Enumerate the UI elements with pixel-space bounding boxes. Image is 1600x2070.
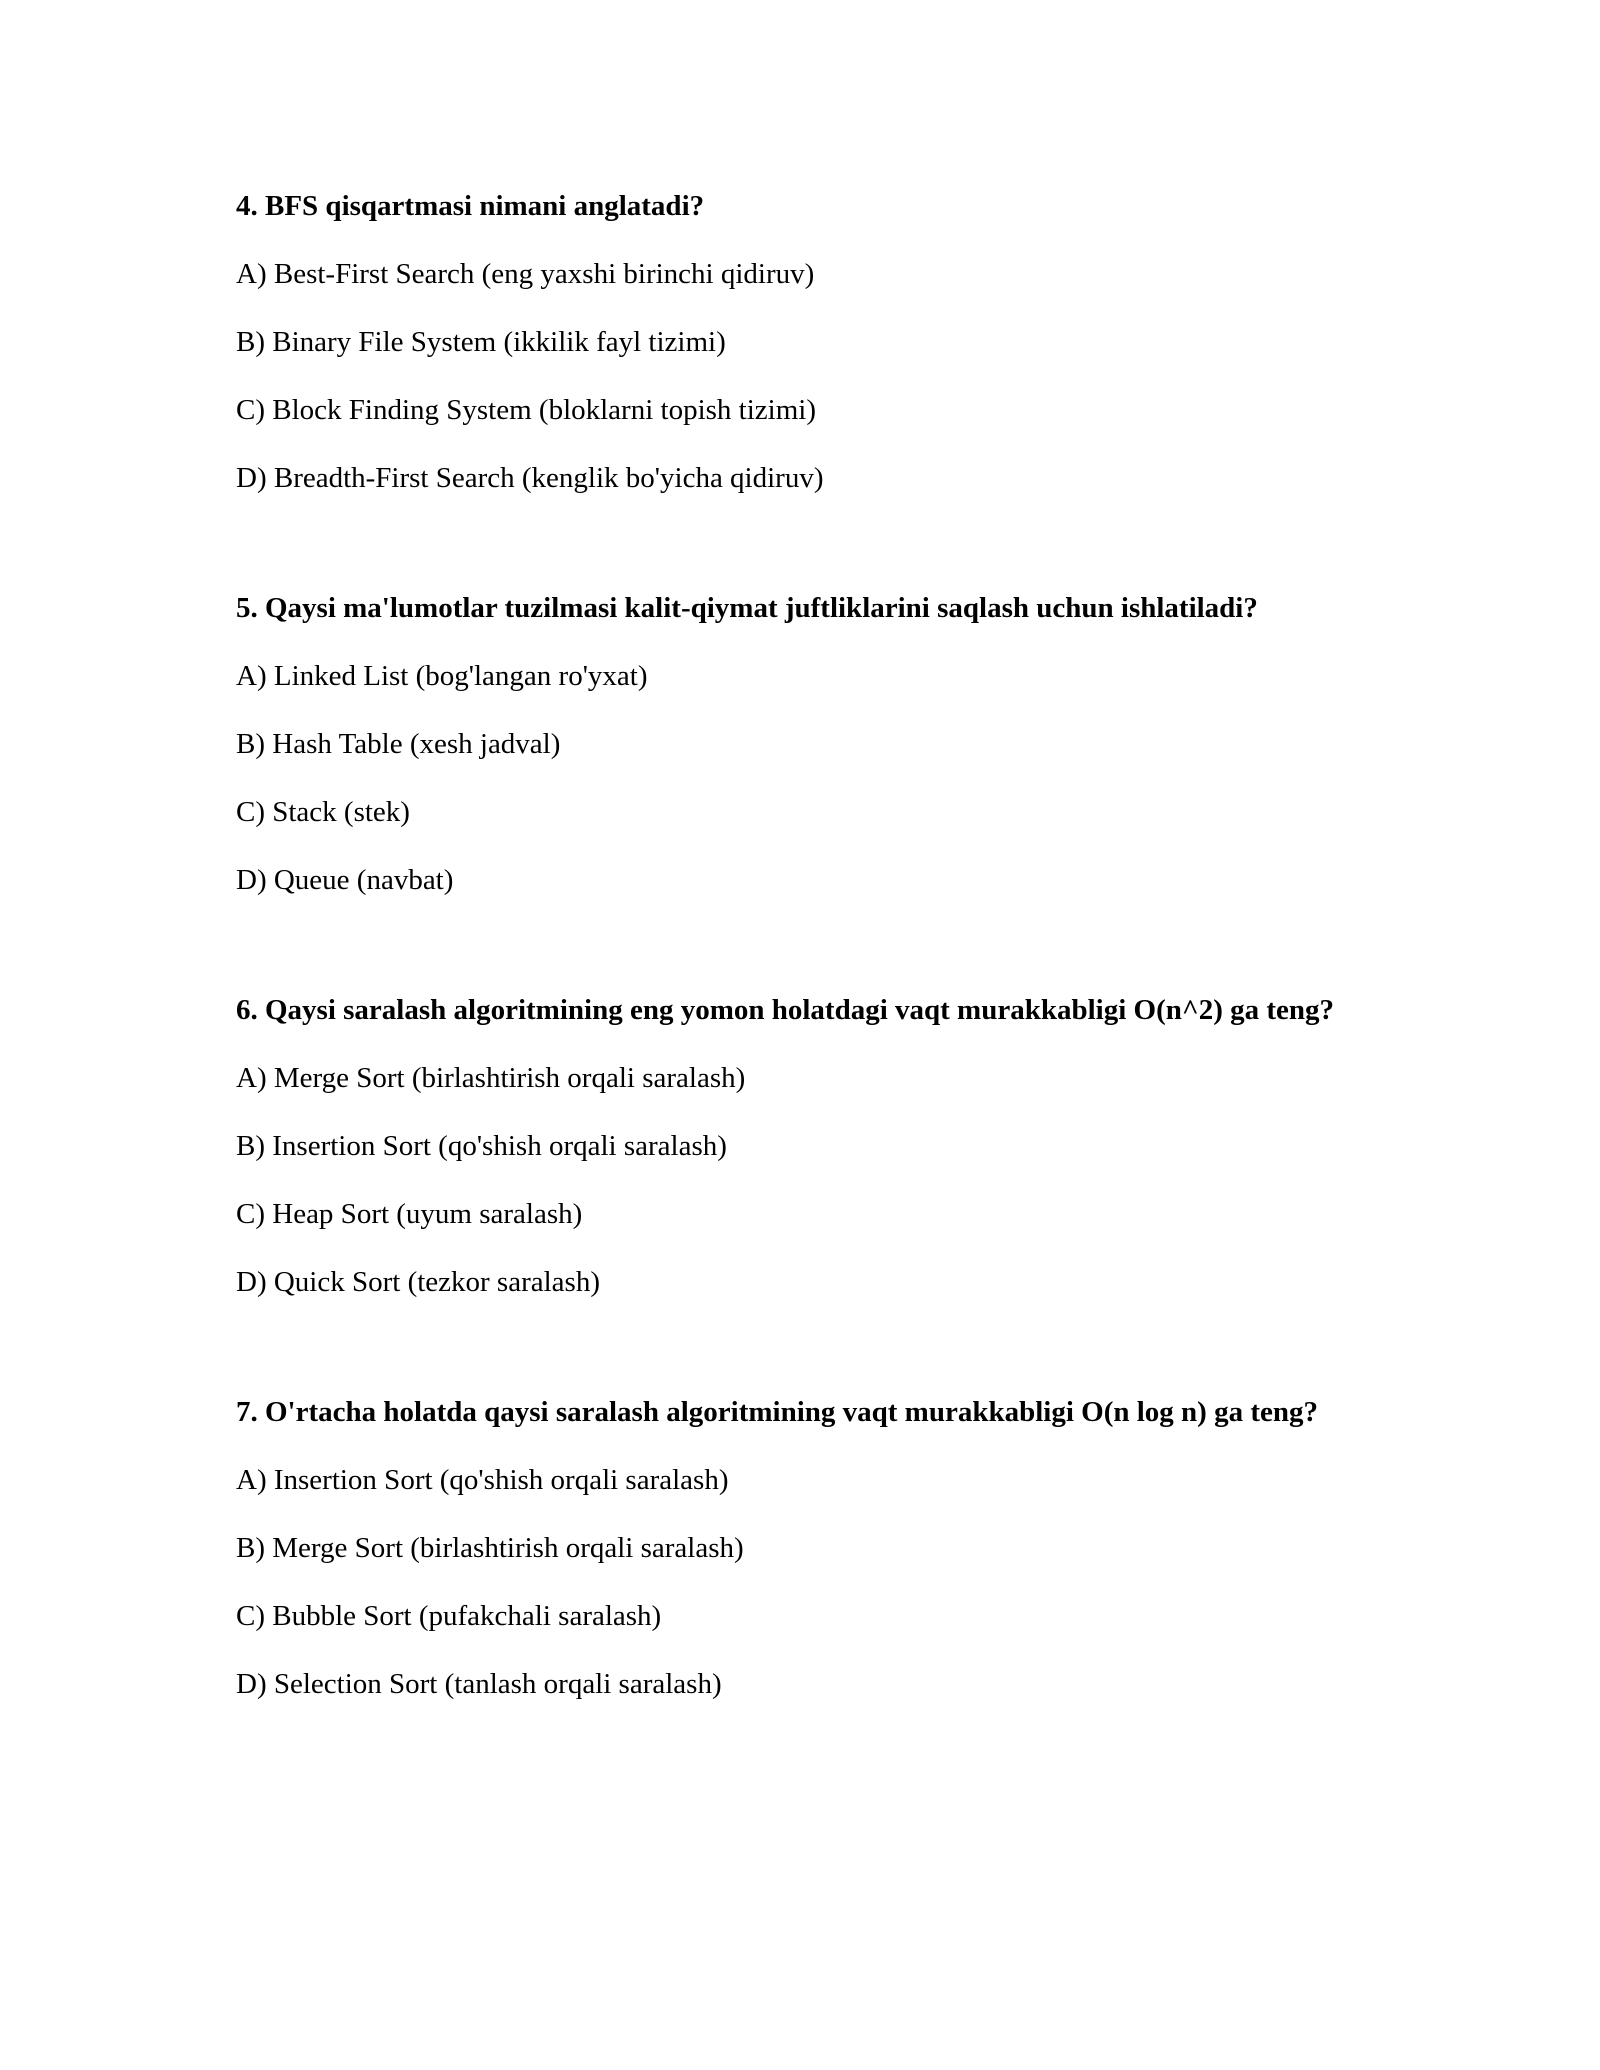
- option-c: C) Heap Sort (uyum saralash): [236, 1198, 583, 1230]
- question-title: 6. Qaysi saralash algoritmining eng yomon holatdagi vaqt murakkabligi O(n^2) ga teng?: [236, 994, 1335, 1026]
- option-d: D) Selection Sort (tanlash orqali saralash): [236, 1668, 722, 1700]
- document-page: [236, 186, 1376, 1705]
- option-a: A) Insertion Sort (qo'shish orqali saralash): [236, 1464, 729, 1496]
- option-b: B) Binary File System (ikkilik fayl tizimi): [236, 326, 726, 358]
- option-b: B) Insertion Sort (qo'shish orqali saralash): [236, 1130, 727, 1162]
- option-a: A) Best-First Search (eng yaxshi birinchi qidiruv): [236, 258, 815, 290]
- question-6: [236, 990, 1376, 1303]
- option-b: B) Hash Table (xesh jadval): [236, 728, 561, 760]
- question-title: 5. Qaysi ma'lumotlar tuzilmasi kalit-qiymat juftliklarini saqlash uchun ishlatiladi?: [236, 592, 1258, 624]
- option-a: A) Merge Sort (birlashtirish orqali saralash): [236, 1062, 746, 1094]
- option-d: D) Quick Sort (tezkor saralash): [236, 1266, 600, 1298]
- question-title: 7. O'rtacha holatda qaysi saralash algoritmining vaqt murakkabligi O(n log n) ga teng?: [236, 1396, 1318, 1428]
- option-d: D) Queue (navbat): [236, 864, 454, 896]
- question-5: [236, 588, 1376, 901]
- option-c: C) Stack (stek): [236, 796, 410, 828]
- option-a: A) Linked List (bog'langan ro'yxat): [236, 660, 648, 692]
- option-b: B) Merge Sort (birlashtirish orqali saralash): [236, 1532, 744, 1564]
- question-4: [236, 186, 1376, 499]
- option-c: C) Block Finding System (bloklarni topish tizimi): [236, 394, 816, 426]
- question-title: 4. BFS qisqartmasi nimani anglatadi?: [236, 190, 705, 222]
- question-7: [236, 1392, 1376, 1705]
- option-d: D) Breadth-First Search (kenglik bo'yicha qidiruv): [236, 462, 824, 494]
- option-c: C) Bubble Sort (pufakchali saralash): [236, 1600, 662, 1632]
